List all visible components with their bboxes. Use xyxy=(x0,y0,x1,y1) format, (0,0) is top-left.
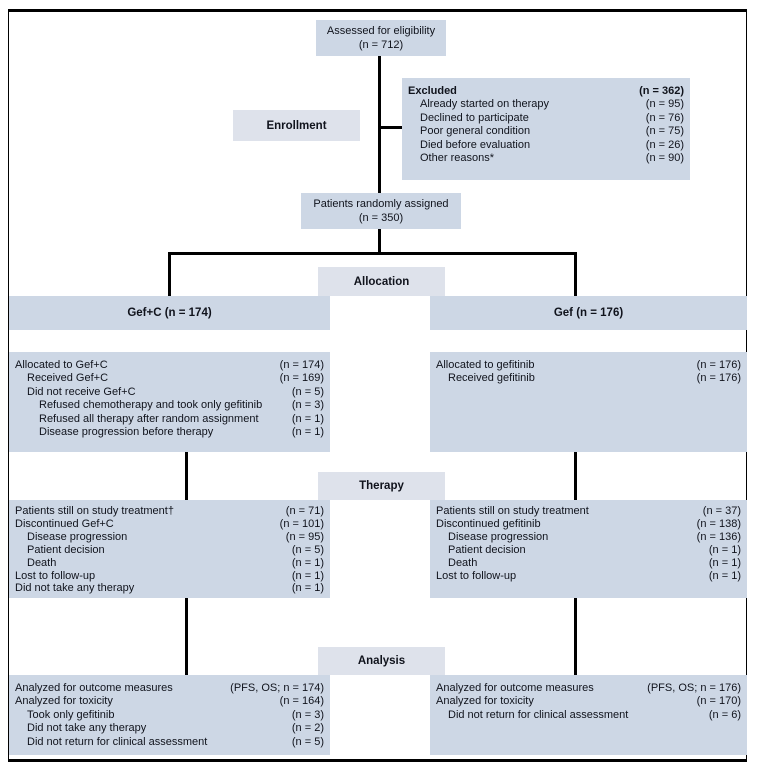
row-label: Disease progression before therapy xyxy=(39,426,214,439)
row-value: (PFS, OS; n = 176) xyxy=(647,682,741,694)
row-value: (n = 101) xyxy=(279,517,324,530)
row-label: Patients still on study treatment† xyxy=(15,505,174,517)
flow-row xyxy=(408,112,684,125)
row-value: (n = 95) xyxy=(645,98,684,111)
flow-row xyxy=(436,695,741,708)
row-value: (n = 5) xyxy=(291,543,324,556)
excluded-title: Excluded xyxy=(408,85,457,97)
row-value: (n = 75) xyxy=(645,125,684,138)
excluded-title-row xyxy=(408,85,684,98)
therapy-stage-label xyxy=(318,472,445,500)
row-label: Received Gef+C xyxy=(27,372,109,385)
row-value: (n = 138) xyxy=(696,517,741,530)
row-value: (n = 1) xyxy=(291,556,324,569)
row-value: (n = 169) xyxy=(279,372,324,385)
row-label: Death xyxy=(27,556,57,569)
row-value: (n = 176) xyxy=(696,372,741,385)
row-label: Analyzed for outcome measures xyxy=(436,682,594,694)
flow-row xyxy=(436,505,741,518)
row-label: Refused all therapy after random assignment xyxy=(39,412,259,425)
randomized-box xyxy=(301,193,461,229)
row-value: (n = 1) xyxy=(708,543,741,556)
alloc-box-gef xyxy=(430,352,747,452)
row-value: (n = 76) xyxy=(645,111,684,124)
flow-row xyxy=(15,359,324,372)
flow-row xyxy=(436,570,741,583)
row-value: (n = 176) xyxy=(696,359,741,371)
row-label: Disease progression xyxy=(27,530,128,543)
enrollment-stage-text: Enrollment xyxy=(266,119,327,132)
row-label: Allocated to gefitinib xyxy=(436,359,535,371)
row-label: Discontinued gefitinib xyxy=(436,517,541,530)
therapy-box-gefc xyxy=(9,500,330,598)
therapy-box-gef xyxy=(430,500,747,598)
therapy-stage-text: Therapy xyxy=(359,480,404,492)
flow-row xyxy=(408,125,684,138)
flow-row xyxy=(15,505,324,518)
excluded-title-count: (n = 362) xyxy=(639,85,684,97)
analysis-box-gefc xyxy=(9,675,330,755)
row-value: (n = 3) xyxy=(291,708,324,721)
excluded-box xyxy=(402,78,690,180)
row-value: (n = 6) xyxy=(708,708,741,721)
row-label: Lost to follow-up xyxy=(15,569,96,582)
row-value: (n = 3) xyxy=(291,399,324,412)
flow-row xyxy=(436,682,741,695)
row-value: (n = 174) xyxy=(279,359,324,371)
row-value: (n = 37) xyxy=(702,505,741,517)
row-value: (n = 1) xyxy=(708,556,741,569)
flow-row xyxy=(15,544,324,557)
alloc-box-gefc xyxy=(9,352,330,452)
row-value: (n = 1) xyxy=(291,582,324,595)
flow-row xyxy=(436,709,741,722)
allocation-stage-text: Allocation xyxy=(353,275,410,288)
flow-row xyxy=(15,722,324,735)
row-value: (n = 1) xyxy=(291,426,324,439)
row-value: (n = 136) xyxy=(696,530,741,543)
assessed-text: Assessed for eligibility xyxy=(326,25,436,37)
connector-split-to-left-arm xyxy=(168,252,171,296)
row-value: (n = 164) xyxy=(279,695,324,708)
enrollment-stage-label xyxy=(233,110,360,141)
flow-row xyxy=(15,399,324,412)
flow-row xyxy=(15,570,324,583)
row-label: Disease progression xyxy=(448,530,549,543)
flow-row xyxy=(436,557,741,570)
row-value: (n = 26) xyxy=(645,138,684,151)
connector-split-horizontal xyxy=(168,252,577,255)
row-label: Did not take any therapy xyxy=(15,582,135,595)
flow-row xyxy=(15,557,324,570)
row-label: Patient decision xyxy=(448,543,526,556)
analysis-stage-label xyxy=(318,647,445,675)
flow-row xyxy=(408,98,684,111)
flow-row xyxy=(15,372,324,385)
row-value: (n = 95) xyxy=(285,530,324,543)
connector-right-alloc-to-therapy xyxy=(574,452,577,500)
row-value: (n = 170) xyxy=(696,695,741,708)
row-label: Took only gefitinib xyxy=(27,708,115,721)
flow-row xyxy=(408,152,684,165)
row-label: Poor general condition xyxy=(420,125,531,138)
row-label: Declined to participate xyxy=(420,111,529,124)
flow-row xyxy=(15,709,324,722)
flow-row xyxy=(15,695,324,708)
flow-row xyxy=(408,139,684,152)
row-value: (n = 1) xyxy=(291,569,324,582)
analysis-box-gef xyxy=(430,675,747,755)
flow-row xyxy=(15,426,324,439)
row-label: Analyzed for toxicity xyxy=(15,695,113,708)
connector-assessed-to-randomized xyxy=(378,56,381,193)
row-value: (n = 2) xyxy=(291,722,324,735)
row-label: Analyzed for toxicity xyxy=(436,695,534,708)
row-label: Did not receive Gef+C xyxy=(27,385,136,398)
arm-header-gef-text: Gef (n = 176) xyxy=(553,307,624,319)
allocation-stage-label xyxy=(318,267,445,296)
randomized-count: (n = 350) xyxy=(358,212,404,224)
row-value: (n = 5) xyxy=(291,385,324,398)
row-value: (n = 1) xyxy=(291,412,324,425)
flow-row xyxy=(436,359,741,372)
row-label: Did not return for clinical assessment xyxy=(448,708,629,721)
flow-row xyxy=(15,682,324,695)
row-value: (n = 71) xyxy=(285,505,324,517)
row-label: Lost to follow-up xyxy=(436,569,517,582)
row-label: Analyzed for outcome measures xyxy=(15,682,173,694)
flow-row xyxy=(15,531,324,544)
analysis-stage-text: Analysis xyxy=(357,655,406,667)
row-label: Did not return for clinical assessment xyxy=(27,735,208,748)
connector-split-to-right-arm xyxy=(574,252,577,296)
flow-row xyxy=(15,413,324,426)
arm-header-gefc xyxy=(9,296,330,330)
row-label: Died before evaluation xyxy=(420,138,531,151)
arm-header-gef xyxy=(430,296,747,330)
arm-header-gefc-text: Gef+C (n = 174) xyxy=(127,307,212,319)
row-label: Already started on therapy xyxy=(420,98,550,111)
connector-left-alloc-to-therapy xyxy=(185,452,188,500)
row-label: Did not take any therapy xyxy=(27,722,147,735)
flow-row xyxy=(436,531,741,544)
row-value: (n = 5) xyxy=(291,735,324,748)
row-label: Received gefitinib xyxy=(448,372,535,385)
flow-row xyxy=(15,386,324,399)
assessed-box xyxy=(316,20,446,56)
flow-row xyxy=(15,736,324,749)
row-label: Other reasons* xyxy=(420,152,494,165)
randomized-text: Patients randomly assigned xyxy=(313,198,449,210)
connector-right-therapy-to-analysis xyxy=(574,598,577,675)
flow-row xyxy=(436,544,741,557)
row-label: Allocated to Gef+C xyxy=(15,359,108,371)
connector-left-therapy-to-analysis xyxy=(185,598,188,675)
row-label: Discontinued Gef+C xyxy=(15,517,114,530)
row-value: (n = 1) xyxy=(708,569,741,582)
flow-row xyxy=(15,582,324,595)
flow-row xyxy=(436,518,741,531)
flow-row xyxy=(436,372,741,385)
row-value: (PFS, OS; n = 174) xyxy=(230,682,324,694)
row-label: Refused chemotherapy and took only gefitinib xyxy=(39,399,263,412)
connector-to-excluded xyxy=(381,126,402,129)
assessed-count: (n = 712) xyxy=(358,39,404,51)
row-label: Patients still on study treatment xyxy=(436,505,589,517)
flow-row xyxy=(15,518,324,531)
row-value: (n = 90) xyxy=(645,152,684,165)
row-label: Death xyxy=(448,556,478,569)
row-label: Patient decision xyxy=(27,543,105,556)
